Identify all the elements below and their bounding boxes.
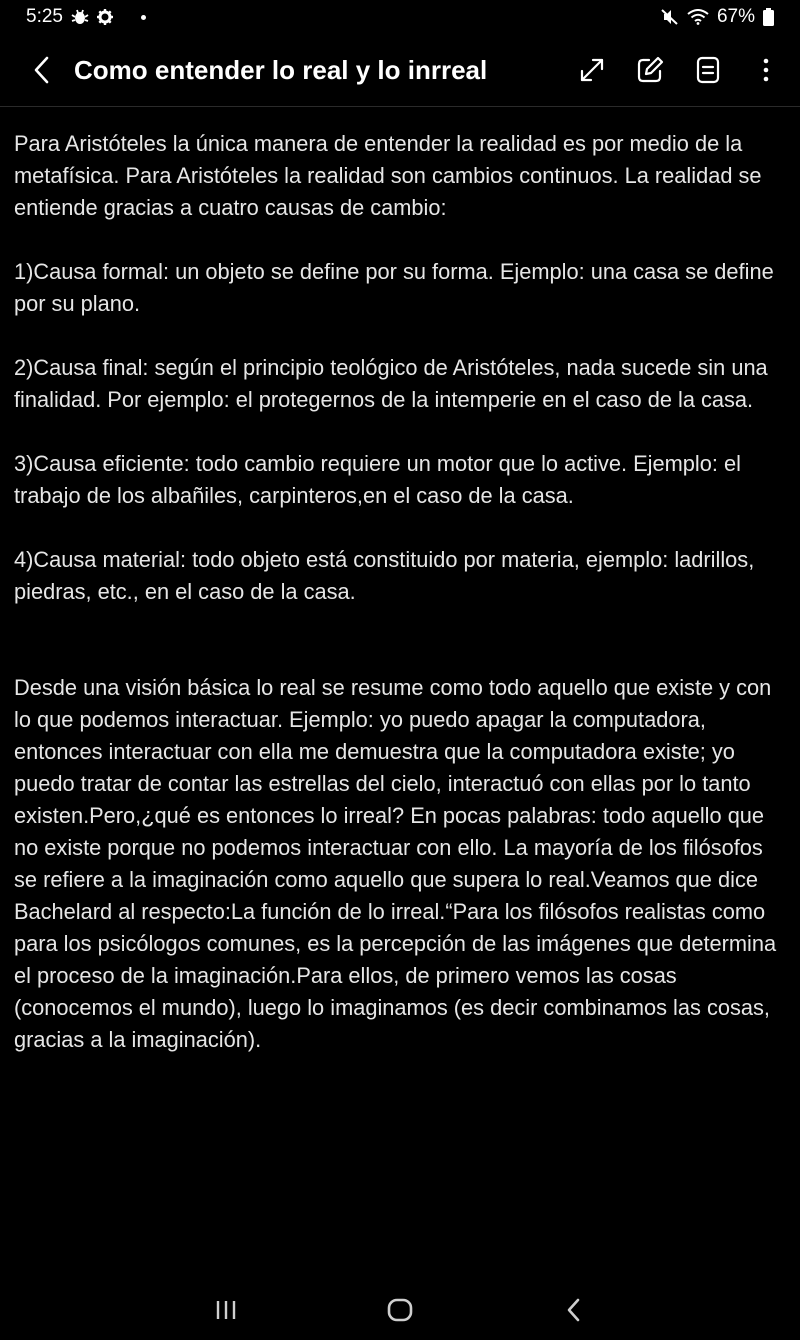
note-paragraph: 1)Causa formal: un objeto se define por su forma. Ejemplo: una casa se define por su plano.	[14, 259, 774, 316]
back-button[interactable]	[22, 50, 62, 90]
note-paragraph: Para Aristóteles la única manera de entender la realidad es por medio de la metafísica. Para Aristóteles la realidad son cambios continuos. La realidad se entiende gracias a cuatro causas de cambio:	[14, 131, 762, 220]
more-options-button[interactable]	[746, 50, 786, 90]
nav-back-button[interactable]	[544, 1285, 604, 1335]
wifi-icon	[687, 9, 709, 25]
note-title: Como entender lo real y lo inrreal	[74, 54, 488, 85]
note-paragraph: 2)Causa final: según el principio teológico de Aristóteles, nada sucede sin una finalidad. Por ejemplo: el protegernos de la intemperie en el caso de la casa.	[14, 355, 768, 412]
toolbar	[554, 50, 786, 90]
notification-bug-icon	[71, 9, 89, 25]
home-icon	[386, 1297, 414, 1323]
settings-gear-icon	[97, 9, 113, 25]
status-dot	[141, 15, 146, 20]
edit-icon	[636, 56, 664, 84]
recent-apps-button[interactable]	[196, 1285, 256, 1335]
status-time: 5:25	[26, 6, 63, 27]
status-left	[26, 6, 146, 28]
recent-apps-icon	[214, 1299, 238, 1321]
edit-button[interactable]	[630, 50, 670, 90]
status-right	[661, 6, 774, 28]
expand-button[interactable]	[572, 50, 612, 90]
more-options-icon	[762, 56, 770, 84]
note-paragraph: Desde una visión básica lo real se resume como todo aquello que existe y con lo que podemos interactuar. Ejemplo: yo puedo apagar la computadora, entonces interactuar con ella me demuestra que la computadora existe; yo puedo tratar de contar las estrellas del cielo, interactuó con ellas por lo tanto existen.Pero,¿qué es entonces lo irreal? En pocas palabras: todo aquello que no existe porque no podemos interactuar con ello. La mayoría de los filósofos se refiere a la imaginación como aquello que supera lo real.Veamos que dice Bachelard al respecto:La función de lo irreal.“Para los filósofos realistas como para los psicólogos comunes, es la percepción de las imágenes que determina el proceso de la imaginación.Para ellos, de primero vemos las cosas (conocemos el mundo), luego lo imaginamos (es decir combinamos las cosas, gracias a la imaginación).	[14, 675, 777, 1052]
app-bar	[0, 34, 800, 107]
home-button[interactable]	[370, 1285, 430, 1335]
back-chevron-icon	[32, 55, 52, 85]
note-paragraph: 4)Causa material: todo objeto está constituido por materia, ejemplo: ladrillos, piedras, etc., en el caso de la casa.	[14, 547, 755, 604]
reading-mode-button[interactable]	[688, 50, 728, 90]
battery-icon	[763, 8, 774, 26]
status-bar	[0, 0, 800, 34]
note-body[interactable]	[14, 128, 789, 1088]
battery-level: 67%	[716, 6, 755, 27]
back-icon	[565, 1297, 583, 1323]
note-paragraph: 3)Causa eficiente: todo cambio requiere un motor que lo active. Ejemplo: el trabajo de los albañiles, carpinteros,en el caso de la casa.	[14, 451, 741, 508]
expand-icon	[579, 57, 605, 83]
reading-mode-icon	[696, 56, 720, 84]
navigation-bar	[0, 1280, 800, 1340]
mute-icon	[661, 9, 679, 25]
